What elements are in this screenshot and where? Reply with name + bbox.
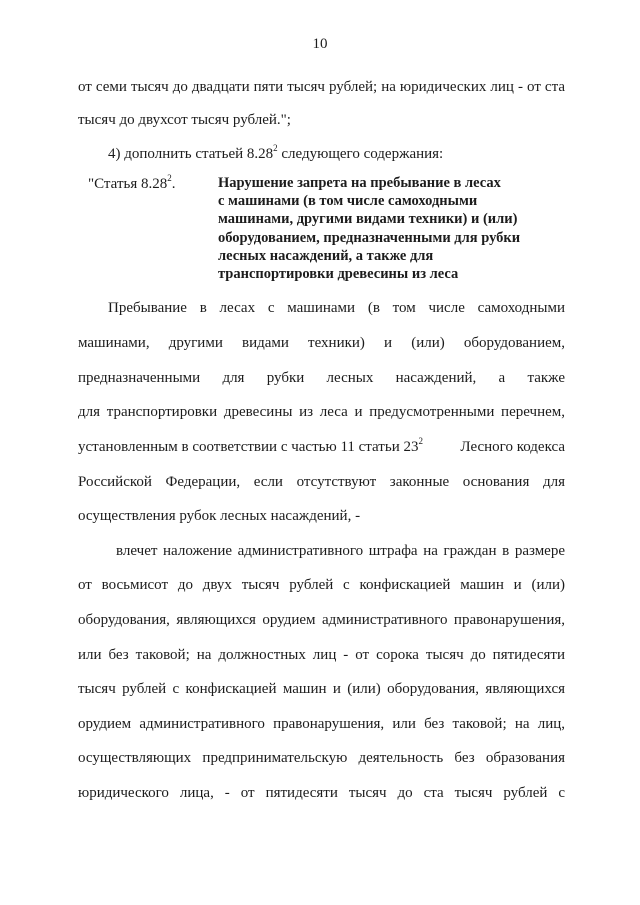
para1-line-4: для транспортировки древесины из леса и предусмотренными перечнем, [78,404,565,420]
para1-sup: 2 [418,436,423,446]
para2-line-7: осуществляющих предпринимательскую деятельность без образования [78,750,565,766]
para2-line-1: влечет наложение административного штрафа на граждан в размере [116,543,565,559]
prev-text-line-2: тысяч до двухсот тысяч рублей."; [78,112,291,128]
article-title-line: с машинами (в том числе самоходными [218,193,478,210]
para1-line-5-end: Лесного кодекса [460,439,565,455]
para2-line-3: оборудования, являющихся орудием административного правонарушения, [78,612,565,628]
article-title-line: машинами, другими видами техники) и (или) [218,211,518,228]
para2-line-6: орудием административного правонарушения, или без таковой; на лиц, [78,716,565,732]
para2-line-2: от восьмисот до двух тысяч рублей с конфискацией машин и (или) [78,577,565,593]
item-4-sup: 2 [273,143,278,153]
prev-text-line-1: от семи тысяч до двадцати пяти тысяч рублей; на юридических лиц - от ста [78,79,565,95]
para2-line-4: или без таковой; на должностных лиц - от сорока тысяч до пятидесяти [78,647,565,663]
para1-line-1: Пребывание в лесах с машинами (в том числе самоходными [108,300,565,316]
article-title-line: лесных насаждений, а также для [218,247,434,264]
article-label [88,174,218,195]
article-label-after: . [171,176,176,192]
page-number: 10 [312,36,328,52]
para1-line-6: Российской Федерации, если отсутствуют законные основания для [78,474,565,490]
article-title [218,174,548,283]
article-title-line: транспортировки древесины из леса [218,266,459,283]
item-4-text: 4) дополнить статьей 8.28 [108,146,274,162]
para1-line-7: осуществления рубок лесных насаждений, - [78,508,361,524]
para2-line-8: юридического лица, - от пятидесяти тысяч до ста тысяч рублей с [78,785,565,801]
article-label-text: "Статья 8.28 [88,176,168,192]
para1-line-5-text: установленным в соответствии с частью 11 статьи 23 [78,439,419,455]
article-label-sup: 2 [167,173,172,183]
article-title-line: Нарушение запрета на пребывание в лесах [218,175,501,191]
article-title-line: оборудованием, предназначенными для рубки [218,229,521,246]
item-4 [108,144,565,165]
para1-line-2: машинами, другими видами техники) и (или) оборудованием, [78,335,565,351]
para2-line-5: тысяч рублей с конфискацией машин и (или) оборудования, являющихся [78,681,565,697]
para1-line-5 [78,437,565,458]
para1-line-3: предназначенными для рубки лесных насаждений, а также [78,370,565,386]
item-4-text-after: следующего содержания: [277,146,444,162]
